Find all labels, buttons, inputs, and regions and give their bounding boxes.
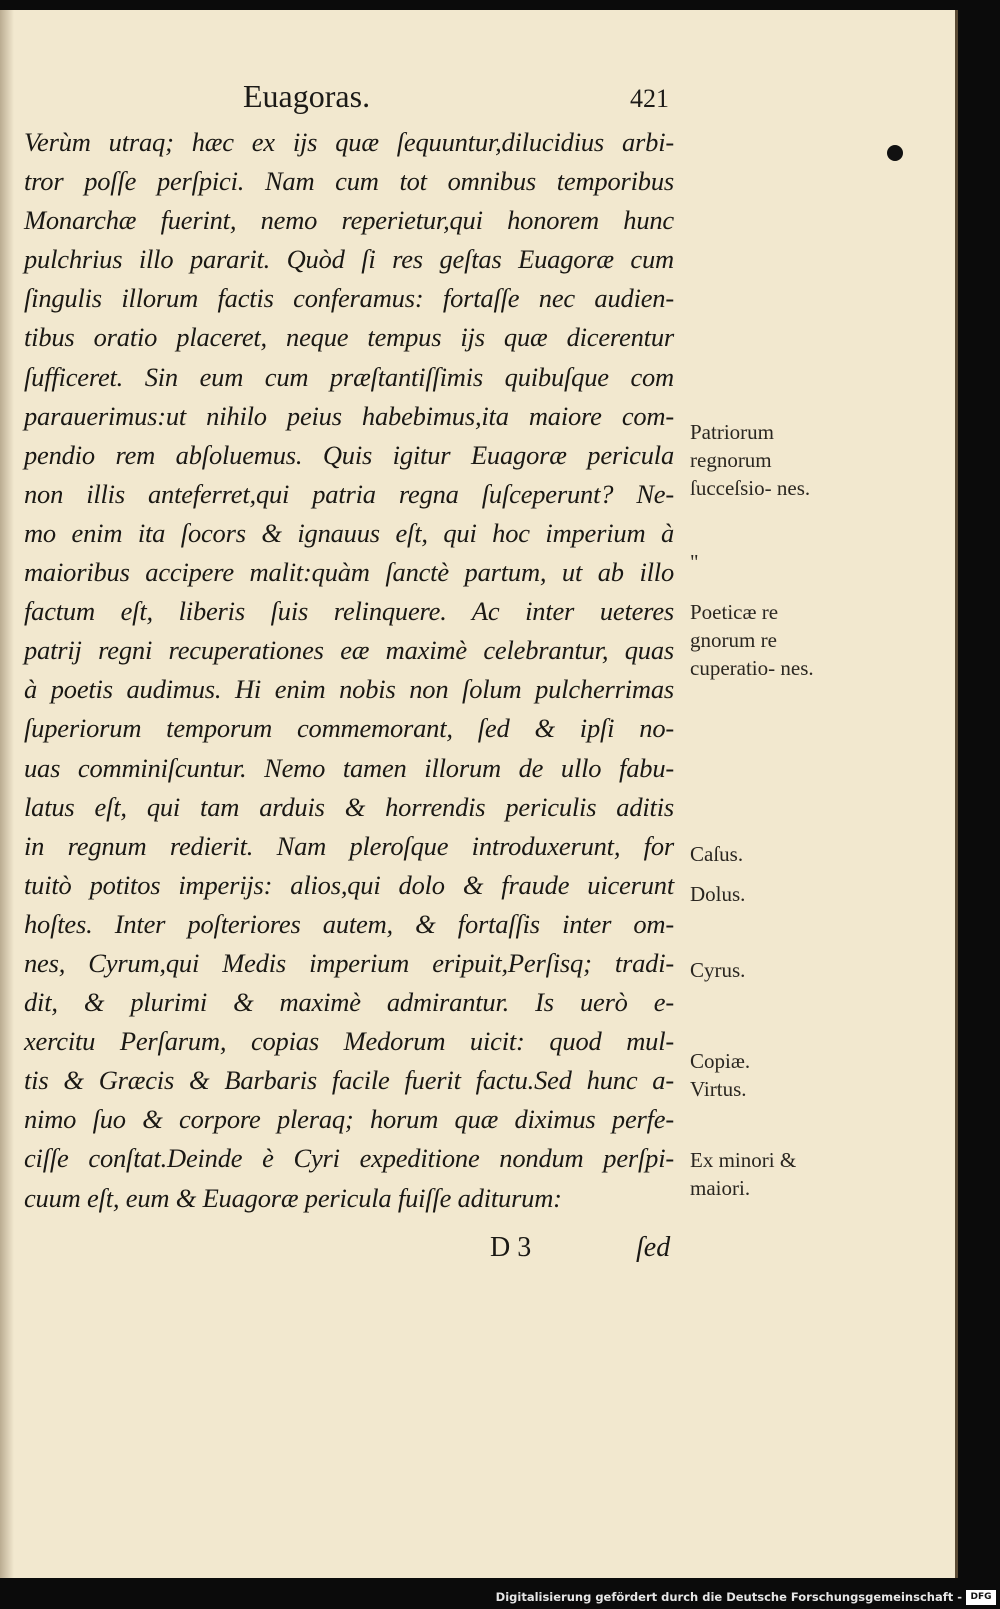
body-line: latus eſt, qui tam arduis & horrendis periculis aditis: [24, 791, 674, 822]
body-line: xercitu Perſarum, copias Medorum uicit: quod mul-: [24, 1026, 674, 1057]
body-line: maioribus accipere malit:quàm ſanctè partum, ut ab illo: [24, 557, 674, 588]
body-line: factum eſt, liberis ſuis relinquere. Ac inter ueteres: [24, 596, 674, 627]
running-head: [0, 78, 690, 126]
body-line: ſuperiorum temporum commemorant, ſed & ipſi no-: [24, 713, 674, 744]
digitization-footer: [0, 1588, 1000, 1609]
body-line: dit, & plurimi & maximè admirantur. Is uerò e-: [24, 987, 674, 1018]
marginal-note-casus: Caſus.: [690, 842, 744, 866]
body-line: mo enim ita ſocors & ignauus eſt, qui hoc imperium à: [24, 517, 674, 548]
body-line: tror poſſe perſpici. Nam cum tot omnibus temporibus: [24, 166, 674, 197]
signature-line: [0, 1232, 690, 1272]
marginal-note-patriorum: Patriorum regnorum ſucceſsio- nes.: [690, 420, 811, 500]
ink-dot: [887, 145, 903, 161]
body-line: in regnum redierit. Nam pleroſque introduxerunt, for: [24, 830, 674, 861]
body-line: pendio rem abſoluemus. Quis igitur Euagoræ pericula: [24, 439, 674, 470]
running-head-title: Euagoras.: [243, 78, 371, 114]
body-line: non illis anteferret,qui patria regna ſuſceperunt? Ne-: [24, 478, 674, 509]
footer-credit: Digitalisierung gefördert durch die Deutsche Forschungsgemeinschaft -: [495, 1590, 962, 1604]
marginal-note-copiae: Copiæ.: [690, 1049, 751, 1073]
marginal-note-cyrus: Cyrus.: [690, 958, 746, 982]
body-line: patrij regni recuperationes eæ maximè celebrantur, quas: [24, 635, 674, 666]
marginal-note-ex-minori: Ex minori & maiori.: [690, 1148, 797, 1200]
body-line: ſingulis illorum factis conferamus: fortaſſe nec audien-: [24, 283, 674, 314]
body-line: hoſtes. Inter poſteriores autem, & fortaſſis inter om-: [24, 908, 674, 939]
catchword: ſed: [636, 1232, 671, 1263]
body-line: ſufficeret. Sin eum cum præſtantiſſimis quibuſque com: [24, 361, 674, 392]
book-page: [0, 10, 958, 1578]
body-line: ciſſe conſtat.Deinde è Cyri expeditione nondum perſpi-: [24, 1143, 674, 1174]
body-line: tuitò potitos imperijs: alios,qui dolo & fraude uicerunt: [24, 869, 674, 900]
dfg-logo: DFG: [966, 1590, 996, 1605]
marginal-note-quote-mark: ": [690, 550, 699, 574]
body-line: à poetis audimus. Hi enim nobis non ſolum pulcherrimas: [24, 674, 674, 705]
signature-mark: D 3: [490, 1232, 532, 1263]
marginal-note-dolus: Dolus.: [690, 882, 746, 906]
body-line: cuum eſt, eum & Euagoræ pericula fuiſſe aditurum:: [24, 1182, 562, 1213]
body-line: Verùm utraq; hæc ex ijs quæ ſequuntur,dilucidius arbi-: [24, 127, 674, 157]
body-line: nes, Cyrum,qui Medis imperium eripuit,Perſisq; tradi-: [24, 947, 674, 978]
marginal-note-poeticae: Poeticæ re gnorum re cuperatio- nes.: [690, 600, 814, 680]
page-number: 421: [630, 84, 669, 113]
body-text: [24, 123, 674, 1218]
body-line: tis & Græcis & Barbaris facile fuerit factu.Sed hunc a-: [24, 1065, 674, 1096]
body-line: parauerimus:ut nihilo peius habebimus,ita maiore com-: [24, 400, 674, 431]
body-line: nimo ſuo & corpore pleraq; horum quæ diximus perfe-: [24, 1104, 674, 1135]
body-line: Monarchæ fuerint, nemo reperietur,qui honorem hunc: [24, 205, 674, 236]
body-line: pulchrius illo pararit. Quòd ſi res geſtas Euagoræ cum: [24, 244, 674, 275]
body-line: uas comminiſcuntur. Nemo tamen illorum de ullo fabu-: [24, 752, 674, 783]
marginal-note-virtus: Virtus.: [690, 1077, 747, 1101]
body-line: tibus oratio placeret, neque tempus ijs quæ dicerentur: [24, 322, 674, 353]
